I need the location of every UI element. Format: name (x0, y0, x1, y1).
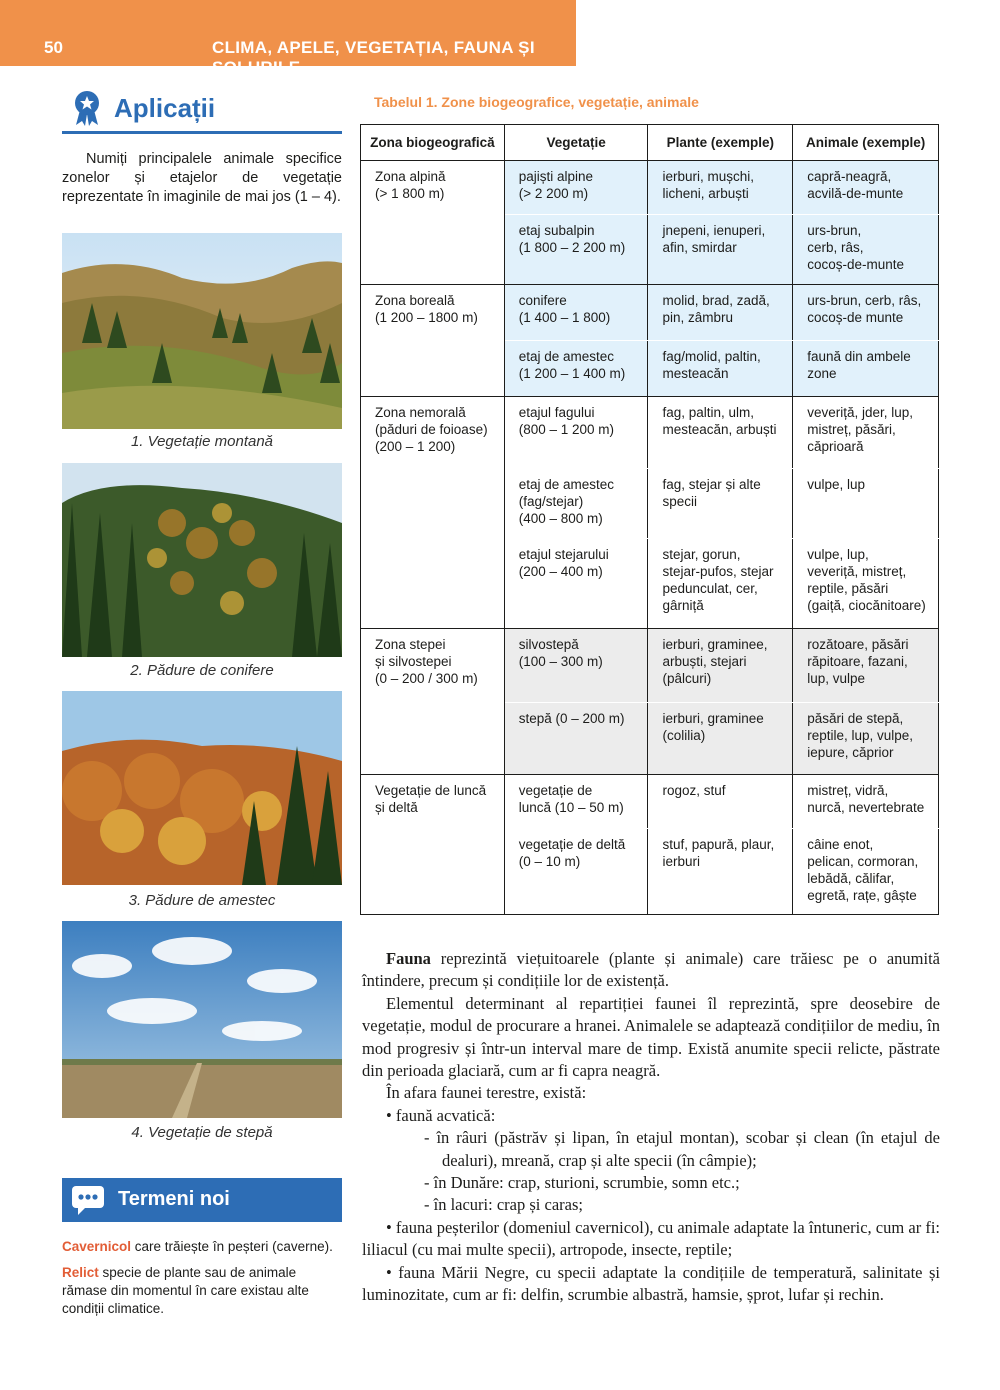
zone-line: (0 – 200 / 300 m) (375, 671, 478, 686)
cell-line: jnepeni, ienuperi, (662, 223, 766, 238)
speech-bubble-icon (70, 1184, 106, 1216)
animals-cell (793, 829, 939, 915)
fauna-body-text (362, 948, 940, 1307)
cell-line: cocoș-de munte (807, 310, 904, 325)
cell-line: vulpe, lup, (807, 547, 869, 562)
sub-item: - în Dunăre: crap, sturioni, scrumbie, somn etc.; (424, 1173, 740, 1193)
photo-caption-3: 3. Pădure de amestec (128, 892, 276, 909)
cell-line: stuf, papură, plaur, (662, 837, 775, 852)
cell-line: (100 – 300 m) (518, 654, 603, 669)
cell-line: ierburi, mușchi, (662, 169, 754, 184)
animals-cell (793, 703, 939, 775)
animals-cell (793, 341, 939, 397)
vegetation-cell (504, 775, 648, 829)
cell-line: capră-neagră, (807, 169, 892, 184)
cell-line: vulpe, lup (807, 477, 865, 492)
cell-line: veveriță, jder, lup, (807, 405, 914, 420)
cell-line: răpitoare, fazani, (807, 654, 908, 669)
new-terms-header (62, 1178, 342, 1222)
sub-item: - în lacuri: crap și caras; (424, 1195, 583, 1215)
cell-line: faună din ambele (807, 349, 911, 364)
bullet-item: • fauna Mării Negre, cu specii adaptate la condițiile de temperatură, salinitate și luminozitate, cum ar fi: delfin, scrumbie albastră, hamsie, șprot, lufar și rechin. (362, 1262, 940, 1305)
cell-line: pin, zâmbru (662, 310, 733, 325)
cell-line: (> 2 200 m) (518, 186, 589, 201)
cell-line: rozătoare, păsări (807, 637, 909, 652)
cell-line: etaj subalpin (518, 223, 595, 238)
animals-cell (793, 629, 939, 703)
fauna-term: Fauna (386, 949, 431, 968)
plants-cell (648, 161, 793, 215)
cell-line: nurcă, nevertebrate (807, 800, 925, 815)
cell-line: păsări de stepă, (807, 711, 904, 726)
cell-line: molid, brad, zadă, (662, 293, 770, 308)
animals-cell (793, 285, 939, 341)
table-header-cell: Zona biogeografică (361, 125, 505, 161)
table-row (361, 285, 939, 341)
cell-line: mistreț, vidră, (807, 783, 889, 798)
cell-line: mesteacăn (662, 366, 729, 381)
cell-line: etajul fagului (518, 405, 595, 420)
cell-line: etaj de amestec (518, 349, 615, 364)
cell-line: gârniță (662, 598, 704, 613)
cell-line: pajiști alpine (518, 169, 594, 184)
cell-line: (1 400 – 1 800) (518, 310, 611, 325)
plants-cell (648, 629, 793, 703)
cell-line: fag, stejar și alte (662, 477, 761, 492)
zone-line: Zona boreală (375, 293, 455, 308)
cell-line: (1 200 – 1 400 m) (518, 366, 626, 381)
paragraph-text: reprezintă viețuitoarele (plante și animale) care trăiesc pe o anumită întindere, precum și condițiile lor de existență. (362, 949, 940, 991)
zone-cell (361, 629, 505, 775)
animals-cell (793, 161, 939, 215)
table-header-row (361, 125, 939, 161)
paragraph (362, 948, 940, 993)
cell-line: pelican, cormoran, (807, 854, 919, 869)
cell-line: (gaiță, ciocănitoare) (807, 598, 926, 613)
plants-cell (648, 397, 793, 469)
table-header-cell: Plante (exemple) (648, 125, 793, 161)
applications-divider (62, 131, 342, 134)
cell-line: câine enot, (807, 837, 874, 852)
animals-cell (793, 539, 939, 629)
vegetation-cell (504, 629, 648, 703)
paragraph: În afara faunei terestre, există: (386, 1083, 587, 1103)
vegetation-cell (504, 161, 648, 215)
chapter-title: CLIMA, APELE, VEGETAȚIA, FAUNA ȘI SOLURILE (212, 38, 535, 77)
zone-line: și deltă (375, 800, 418, 815)
photo-caption-2: 2. Pădure de conifere (130, 662, 274, 679)
cell-line: stepă (0 – 200 m) (518, 711, 625, 726)
cell-line: etaj de amestec (518, 477, 615, 492)
page-number: 50 (44, 38, 63, 57)
plants-cell (648, 539, 793, 629)
applications-instruction: Numiți principalele animale specifice zonelor și etajelor de vegetație reprezentate în imaginile de mai jos (1 – 4). (62, 151, 342, 205)
vegetation-cell (504, 539, 648, 629)
cell-line: rogoz, stuf (662, 783, 726, 798)
table-caption: Tabelul 1. Zone biogeografice, vegetație, animale (374, 94, 699, 110)
zone-cell (361, 285, 505, 397)
cell-line: (fag/stejar) (518, 494, 584, 509)
vegetation-cell (504, 397, 648, 469)
cell-line: luncă (10 – 50 m) (518, 800, 624, 815)
zone-line: (1 200 – 1800 m) (375, 310, 478, 325)
cell-line: reptile, păsări (807, 581, 889, 596)
cell-line: urs-brun, cerb, râs, (807, 293, 922, 308)
plants-cell (648, 703, 793, 775)
paragraph: Elementul determinant al repartiției faunei îl reprezintă, spre deosebire de vegetație, modul de procurare a hranei. Animalele se adaptează condițiilor de mediu, în mod progresiv și într-un interval mare de timp. Există anumite specii relicte, păstrate din perioada glaciară, cum ar fi capra neagră. (362, 993, 940, 1081)
new-terms-title: Termeni noi (118, 1188, 230, 1210)
zone-line: (200 – 1 200) (375, 439, 456, 454)
cell-line: egretă, rațe, gâște (807, 888, 917, 903)
animals-cell (793, 215, 939, 285)
animals-cell (793, 397, 939, 469)
animals-cell (793, 469, 939, 539)
cell-line: (pâlcuri) (662, 671, 712, 686)
bullet-item: • fauna peșterilor (domeniul cavernicol), cu animale adaptate la întuneric, cum ar fi: liliacul (cu mai multe specii), artropode, insecte, reptile; (362, 1217, 940, 1260)
term-relict (62, 1264, 342, 1318)
bullet-item: • faună acvatică: (386, 1105, 496, 1125)
vegetation-cell (504, 703, 648, 775)
cell-line: lup, vulpe (807, 671, 865, 686)
plants-cell (648, 341, 793, 397)
cell-line: zone (807, 366, 837, 381)
term-key: Relict (62, 1265, 99, 1280)
cell-line: iepure, căprior (807, 745, 894, 760)
cell-line: (200 – 400 m) (518, 564, 603, 579)
zone-line: Zona alpină (375, 169, 446, 184)
plants-cell (648, 775, 793, 829)
zone-line: Zona nemorală (375, 405, 466, 420)
table-header-cell: Vegetație (504, 125, 648, 161)
plants-cell (648, 829, 793, 915)
photo-caption-4: 4. Vegetație de stepă (131, 1124, 273, 1141)
cell-line: reptile, lup, vulpe, (807, 728, 914, 743)
term-definition: specie de plante sau de animale rămase din momentul în care existau alte condiții climatice. (62, 1265, 309, 1316)
photo-mixed-forest (62, 691, 342, 885)
cell-line: căprioară (807, 439, 864, 454)
cell-line: (400 – 800 m) (518, 511, 603, 526)
vegetation-cell (504, 829, 648, 915)
zone-line: și silvostepei (375, 654, 452, 669)
zone-line: (păduri de foioase) (375, 422, 488, 437)
cell-line: ierburi, graminee, (662, 637, 768, 652)
cell-line: fag, paltin, ulm, (662, 405, 754, 420)
plants-cell (648, 285, 793, 341)
table-row (361, 397, 939, 469)
cell-line: vegetație de (518, 783, 593, 798)
photo-steppe-vegetation (62, 921, 342, 1118)
zone-line: Vegetație de luncă (375, 783, 487, 798)
table-row (361, 161, 939, 215)
cell-line: silvostepă (518, 637, 579, 652)
cell-line: stejar-pufos, stejar (662, 564, 774, 579)
photo-mountain-vegetation (62, 233, 342, 429)
table-row (361, 775, 939, 829)
zone-line: Zona stepei (375, 637, 446, 652)
cell-line: conifere (518, 293, 567, 308)
sub-item: - în râuri (păstrăv și lipan, în etajul montan), scobar și clean (în etajul de dealuri), mreană, crap și alte specii (în câmpie); (424, 1128, 940, 1170)
cell-line: (800 – 1 200 m) (518, 422, 615, 437)
ribbon-badge-star-icon (72, 90, 102, 126)
vegetation-cell (504, 469, 648, 539)
zone-cell (361, 775, 505, 915)
cell-line: ierburi, graminee (662, 711, 764, 726)
zone-cell (361, 397, 505, 629)
cell-line: (0 – 10 m) (518, 854, 581, 869)
table-row (361, 629, 939, 703)
applications-title: Aplicații (114, 93, 216, 123)
cell-line: lebădă, călifar, (807, 871, 895, 886)
term-cavernicol (62, 1238, 342, 1256)
term-key: Cavernicol (62, 1239, 132, 1254)
cell-line: specii (662, 494, 697, 509)
cell-line: mesteacăn, arbuști (662, 422, 777, 437)
cell-line: afin, smirdar (662, 240, 737, 255)
cell-line: arbuști, stejari (662, 654, 747, 669)
biogeographic-zones-table (360, 124, 939, 915)
cell-line: acvilă-de-munte (807, 186, 904, 201)
vegetation-cell (504, 341, 648, 397)
cell-line: stejar, gorun, (662, 547, 741, 562)
cell-line: (1 800 – 2 200 m) (518, 240, 626, 255)
zone-line: (> 1 800 m) (375, 186, 445, 201)
cell-line: (colilia) (662, 728, 706, 743)
photo-conifer-forest (62, 463, 342, 657)
zone-cell (361, 161, 505, 285)
cell-line: veveriță, mistreț, (807, 564, 907, 579)
plants-cell (648, 215, 793, 285)
photo-caption-1: 1. Vegetație montană (130, 433, 274, 450)
cell-line: vegetație de deltă (518, 837, 626, 852)
cell-line: etajul stejarului (518, 547, 609, 562)
cell-line: licheni, arbuști (662, 186, 749, 201)
table-header-cell: Animale (exemple) (793, 125, 939, 161)
cell-line: urs-brun, (807, 223, 862, 238)
term-definition: care trăiește în peșteri (caverne). (131, 1239, 333, 1254)
cell-line: mistreț, păsări, (807, 422, 896, 437)
cell-line: fag/molid, paltin, (662, 349, 761, 364)
plants-cell (648, 469, 793, 539)
cell-line: cerb, râs, (807, 240, 864, 255)
animals-cell (793, 775, 939, 829)
page-header (0, 0, 576, 77)
cell-line: pedunculat, cer, (662, 581, 758, 596)
cell-line: ierburi (662, 854, 700, 869)
cell-line: cocoș-de-munte (807, 257, 904, 272)
vegetation-cell (504, 215, 648, 285)
vegetation-cell (504, 285, 648, 341)
